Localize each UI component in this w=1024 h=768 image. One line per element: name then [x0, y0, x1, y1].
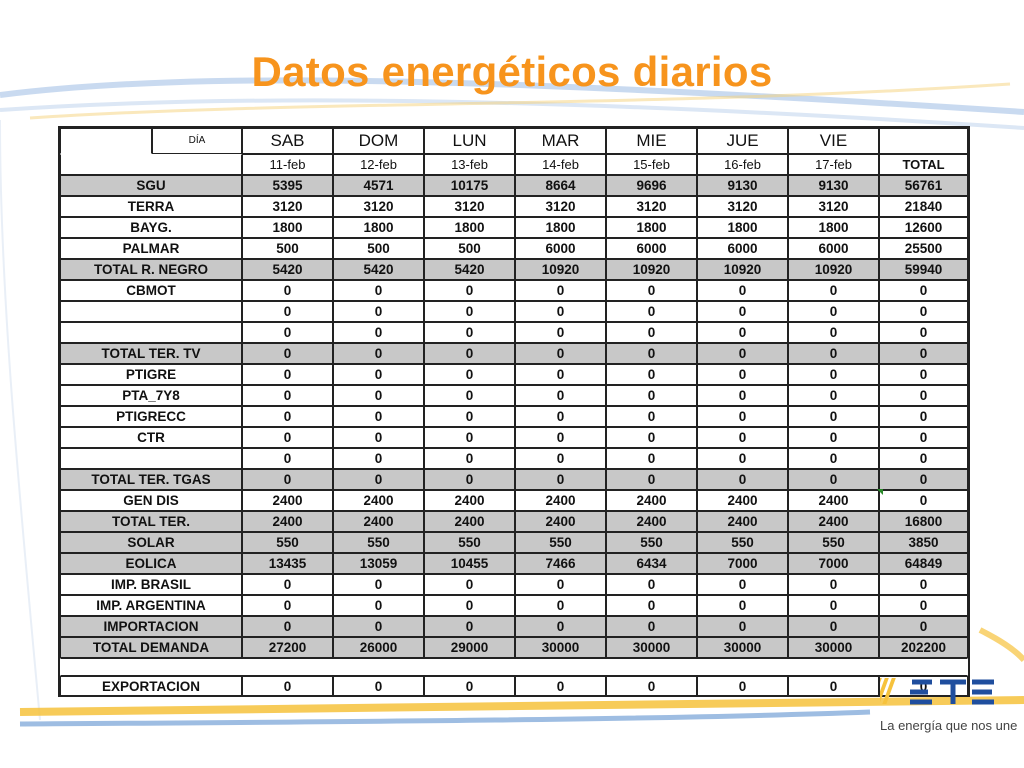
date-header: 11-feb — [242, 154, 333, 175]
table-cell: 0 — [242, 385, 333, 406]
table-cell: 0 — [333, 469, 424, 490]
table-cell: 30000 — [788, 637, 879, 658]
table-cell: 0 — [606, 676, 697, 697]
table-cell: 0 — [606, 385, 697, 406]
table-row — [60, 280, 968, 301]
table-cell: 2400 — [333, 511, 424, 532]
table-cell: 0 — [697, 385, 788, 406]
table-row — [60, 637, 968, 658]
row-label: PTIGRE — [60, 364, 242, 385]
table-cell: 0 — [515, 301, 606, 322]
table-cell: 0 — [515, 406, 606, 427]
table-cell: 0 — [333, 385, 424, 406]
table-cell: 0 — [788, 448, 879, 469]
table-cell: 4571 — [333, 175, 424, 196]
table-cell: 0 — [242, 406, 333, 427]
table-row — [60, 595, 968, 616]
table-cell: 0 — [515, 616, 606, 637]
table-cell: 5420 — [242, 259, 333, 280]
table-row — [60, 364, 968, 385]
table-cell: 0 — [242, 364, 333, 385]
table-row — [60, 238, 968, 259]
row-total: 0 — [879, 280, 968, 301]
row-label: TERRA — [60, 196, 242, 217]
table-cell: 1800 — [333, 217, 424, 238]
row-total: 0 — [879, 448, 968, 469]
row-label: TOTAL TER. TGAS — [60, 469, 242, 490]
table-cell: 0 — [606, 448, 697, 469]
table-cell: 0 — [424, 676, 515, 697]
table-cell: 29000 — [424, 637, 515, 658]
table-cell: 5420 — [333, 259, 424, 280]
table-cell: 0 — [788, 343, 879, 364]
row-label: GEN DIS — [60, 490, 242, 511]
row-total: 21840 — [879, 196, 968, 217]
table-cell: 0 — [424, 343, 515, 364]
table-cell: 0 — [697, 427, 788, 448]
row-total: 0 — [879, 385, 968, 406]
table-cell: 0 — [788, 616, 879, 637]
table-cell: 500 — [242, 238, 333, 259]
table-cell: 0 — [788, 574, 879, 595]
table-cell: 0 — [606, 301, 697, 322]
row-label — [60, 448, 242, 469]
table-cell: 0 — [606, 574, 697, 595]
table-cell: 0 — [515, 448, 606, 469]
table-cell: 30000 — [697, 637, 788, 658]
table-cell: 0 — [424, 616, 515, 637]
table-cell: 550 — [424, 532, 515, 553]
row-total: 0 — [879, 595, 968, 616]
table-cell: 1800 — [515, 217, 606, 238]
table-row — [60, 175, 968, 196]
table-row — [60, 427, 968, 448]
table-cell: 0 — [242, 595, 333, 616]
table-cell: 9130 — [788, 175, 879, 196]
row-total: 0 — [879, 406, 968, 427]
table-cell: 550 — [697, 532, 788, 553]
table-row — [60, 406, 968, 427]
table-cell: 0 — [697, 364, 788, 385]
row-total: 0 — [879, 301, 968, 322]
table-cell: 0 — [424, 469, 515, 490]
table-cell: 0 — [515, 469, 606, 490]
row-label: CBMOT — [60, 280, 242, 301]
table-cell: 10920 — [697, 259, 788, 280]
table-cell: 0 — [788, 385, 879, 406]
row-total: 56761 — [879, 175, 968, 196]
table-cell: 3120 — [697, 196, 788, 217]
table-cell: 550 — [515, 532, 606, 553]
row-total: 12600 — [879, 217, 968, 238]
table-cell: 0 — [697, 448, 788, 469]
dia-label: DÍA — [152, 128, 242, 154]
table-cell: 2400 — [242, 490, 333, 511]
table-cell: 0 — [424, 364, 515, 385]
table-cell: 0 — [424, 322, 515, 343]
table-cell: 6434 — [606, 553, 697, 574]
table-cell: 0 — [788, 364, 879, 385]
table-cell: 0 — [606, 427, 697, 448]
table-cell: 0 — [242, 343, 333, 364]
table-cell: 2400 — [242, 511, 333, 532]
row-total: 25500 — [879, 238, 968, 259]
table-cell: 0 — [515, 676, 606, 697]
table-cell: 0 — [697, 343, 788, 364]
date-header: 17-feb — [788, 154, 879, 175]
row-label — [60, 301, 242, 322]
table-cell: 0 — [333, 322, 424, 343]
table-cell: 6000 — [606, 238, 697, 259]
export-row — [60, 676, 968, 697]
day-header: VIE — [788, 128, 879, 154]
table-cell: 0 — [424, 595, 515, 616]
table-cell: 13059 — [333, 553, 424, 574]
date-header: 16-feb — [697, 154, 788, 175]
table-cell: 0 — [788, 676, 879, 697]
table-cell: 550 — [333, 532, 424, 553]
table-cell: 2400 — [606, 490, 697, 511]
table-cell: 1800 — [606, 217, 697, 238]
table-cell: 0 — [333, 595, 424, 616]
table-cell: 0 — [424, 427, 515, 448]
table-cell: 0 — [333, 343, 424, 364]
row-total: 0 — [879, 616, 968, 637]
table-row — [60, 217, 968, 238]
table-cell: 0 — [515, 595, 606, 616]
row-total: 0 — [879, 574, 968, 595]
day-header: DOM — [333, 128, 424, 154]
table-cell: 2400 — [606, 511, 697, 532]
table-cell: 0 — [788, 595, 879, 616]
table-cell: 0 — [788, 322, 879, 343]
table-cell: 0 — [606, 406, 697, 427]
table-cell: 0 — [333, 616, 424, 637]
table-cell: 500 — [333, 238, 424, 259]
table-cell: 0 — [424, 448, 515, 469]
table-cell: 0 — [333, 427, 424, 448]
day-header: LUN — [424, 128, 515, 154]
table-row — [60, 574, 968, 595]
table-row — [60, 448, 968, 469]
table-cell: 2400 — [424, 511, 515, 532]
date-header: 12-feb — [333, 154, 424, 175]
table-row — [60, 469, 968, 490]
table-cell: 2400 — [424, 490, 515, 511]
row-total: 202200 — [879, 637, 968, 658]
row-label: IMP. ARGENTINA — [60, 595, 242, 616]
empty-header-cell — [879, 128, 968, 154]
row-label: TOTAL TER. — [60, 511, 242, 532]
table-row — [60, 490, 968, 511]
table-cell: 0 — [242, 469, 333, 490]
table-cell: 0 — [424, 385, 515, 406]
table-cell: 1800 — [788, 217, 879, 238]
table-cell: 0 — [333, 676, 424, 697]
table-cell: 0 — [697, 574, 788, 595]
table-cell: 0 — [697, 406, 788, 427]
table-cell: 3120 — [333, 196, 424, 217]
table-cell: 3120 — [515, 196, 606, 217]
row-label: TOTAL DEMANDA — [60, 637, 242, 658]
table-cell: 0 — [697, 280, 788, 301]
table-cell: 7000 — [788, 553, 879, 574]
table-cell: 1800 — [697, 217, 788, 238]
row-total: 0 — [879, 343, 968, 364]
table-cell: 0 — [333, 280, 424, 301]
table-cell: 0 — [515, 385, 606, 406]
row-label — [60, 322, 242, 343]
day-header: SAB — [242, 128, 333, 154]
table-cell: 550 — [606, 532, 697, 553]
table-cell: 0 — [788, 406, 879, 427]
table-cell: 0 — [424, 406, 515, 427]
table-cell: 0 — [242, 427, 333, 448]
table-cell: 3120 — [242, 196, 333, 217]
table-cell: 3120 — [606, 196, 697, 217]
table-cell: 0 — [333, 448, 424, 469]
table-row — [60, 196, 968, 217]
row-label: TOTAL TER. TV — [60, 343, 242, 364]
table-cell: 10175 — [424, 175, 515, 196]
spacer-cell — [60, 658, 968, 676]
table-cell: 6000 — [515, 238, 606, 259]
table-cell: 0 — [788, 301, 879, 322]
row-label: PALMAR — [60, 238, 242, 259]
table-cell: 0 — [242, 616, 333, 637]
table-cell: 0 — [697, 301, 788, 322]
table-row — [60, 532, 968, 553]
table-cell: 0 — [242, 676, 333, 697]
table-cell: 0 — [515, 574, 606, 595]
table-cell: 0 — [606, 364, 697, 385]
table-cell: 2400 — [788, 490, 879, 511]
day-header: MIE — [606, 128, 697, 154]
table-cell: 10455 — [424, 553, 515, 574]
table-cell: 3120 — [788, 196, 879, 217]
date-header: 15-feb — [606, 154, 697, 175]
table-cell: 30000 — [606, 637, 697, 658]
table-cell: 10920 — [606, 259, 697, 280]
table-cell: 0 — [333, 574, 424, 595]
ute-logo — [880, 672, 1020, 762]
date-header: 14-feb — [515, 154, 606, 175]
table-cell: 0 — [606, 322, 697, 343]
row-total: 16800 — [879, 511, 968, 532]
row-label: CTR — [60, 427, 242, 448]
day-header: JUE — [697, 128, 788, 154]
table-cell: 0 — [424, 574, 515, 595]
table-cell: 5395 — [242, 175, 333, 196]
table-cell: 0 — [242, 574, 333, 595]
table-cell: 0 — [242, 280, 333, 301]
table-row — [60, 259, 968, 280]
table-cell: 0 — [515, 343, 606, 364]
table-cell: 10920 — [788, 259, 879, 280]
empty-date-label — [60, 154, 242, 175]
row-total: 0 — [879, 490, 968, 511]
table-cell: 1800 — [424, 217, 515, 238]
table-cell: 0 — [697, 616, 788, 637]
table-cell: 0 — [697, 469, 788, 490]
table-row — [60, 301, 968, 322]
table-cell: 0 — [515, 427, 606, 448]
table-cell: 27200 — [242, 637, 333, 658]
table-cell: 26000 — [333, 637, 424, 658]
table-cell: 0 — [788, 427, 879, 448]
table-cell: 0 — [606, 616, 697, 637]
table-cell: 0 — [606, 280, 697, 301]
table-cell: 10920 — [515, 259, 606, 280]
table-cell: 9130 — [697, 175, 788, 196]
table-cell: 0 — [333, 364, 424, 385]
row-label: SGU — [60, 175, 242, 196]
table-cell: 2400 — [697, 490, 788, 511]
table-cell: 0 — [697, 595, 788, 616]
table-row — [60, 616, 968, 637]
table-cell: 0 — [788, 469, 879, 490]
table-cell: 2400 — [333, 490, 424, 511]
table-row — [60, 343, 968, 364]
table-cell: 0 — [515, 280, 606, 301]
table-cell: 1800 — [242, 217, 333, 238]
cell-marker — [877, 489, 883, 495]
row-label: SOLAR — [60, 532, 242, 553]
table-cell: 0 — [606, 469, 697, 490]
table-cell: 3120 — [424, 196, 515, 217]
table-cell: 13435 — [242, 553, 333, 574]
row-label: IMPORTACION — [60, 616, 242, 637]
table-cell: 0 — [242, 448, 333, 469]
day-header: MAR — [515, 128, 606, 154]
row-label: PTIGRECC — [60, 406, 242, 427]
row-label: IMP. BRASIL — [60, 574, 242, 595]
table-row — [60, 322, 968, 343]
table-cell: 0 — [424, 301, 515, 322]
row-total: 3850 — [879, 532, 968, 553]
table-cell: 2400 — [697, 511, 788, 532]
table-cell: 2400 — [515, 490, 606, 511]
total-header: TOTAL — [879, 154, 968, 175]
table-cell: 0 — [333, 406, 424, 427]
row-label: BAYG. — [60, 217, 242, 238]
table-cell: 8664 — [515, 175, 606, 196]
header-dates-row — [60, 154, 968, 175]
table-cell: 0 — [697, 676, 788, 697]
tagline: La energía que nos une — [880, 718, 1018, 733]
table-cell: 0 — [424, 280, 515, 301]
table-cell: 9696 — [606, 175, 697, 196]
row-total: 0 — [879, 322, 968, 343]
table-cell: 500 — [424, 238, 515, 259]
row-total: 64849 — [879, 553, 968, 574]
energy-table-container — [58, 126, 970, 697]
header-days-row — [60, 128, 968, 154]
table-cell: 0 — [606, 343, 697, 364]
ute-logo-icon — [880, 672, 1000, 710]
row-label: EOLICA — [60, 553, 242, 574]
table-cell: 0 — [515, 364, 606, 385]
table-cell: 550 — [242, 532, 333, 553]
table-cell: 0 — [788, 280, 879, 301]
row-total: 0 — [879, 364, 968, 385]
table-cell: 7466 — [515, 553, 606, 574]
row-label: EXPORTACION — [60, 676, 242, 697]
table-cell: 30000 — [515, 637, 606, 658]
row-label: PTA_7Y8 — [60, 385, 242, 406]
spacer-row — [60, 658, 968, 676]
table-cell: 5420 — [424, 259, 515, 280]
table-cell: 0 — [242, 322, 333, 343]
table-cell: 0 — [697, 322, 788, 343]
table-cell: 0 — [515, 322, 606, 343]
table-cell: 550 — [788, 532, 879, 553]
table-cell: 0 — [242, 301, 333, 322]
page-title: Datos energéticos diarios — [251, 48, 773, 95]
row-total: 0 — [879, 427, 968, 448]
date-header: 13-feb — [424, 154, 515, 175]
table-cell: 2400 — [515, 511, 606, 532]
row-label: TOTAL R. NEGRO — [60, 259, 242, 280]
row-total: 59940 — [879, 259, 968, 280]
energy-data-table — [60, 128, 968, 697]
table-cell: 6000 — [788, 238, 879, 259]
table-cell: 7000 — [697, 553, 788, 574]
table-cell: 0 — [606, 595, 697, 616]
table-row — [60, 553, 968, 574]
table-cell: 6000 — [697, 238, 788, 259]
table-row — [60, 385, 968, 406]
corner-cell — [60, 128, 152, 154]
table-cell: 0 — [333, 301, 424, 322]
table-row — [60, 511, 968, 532]
row-total: 0 — [879, 676, 968, 697]
table-cell: 2400 — [788, 511, 879, 532]
row-total: 0 — [879, 469, 968, 490]
